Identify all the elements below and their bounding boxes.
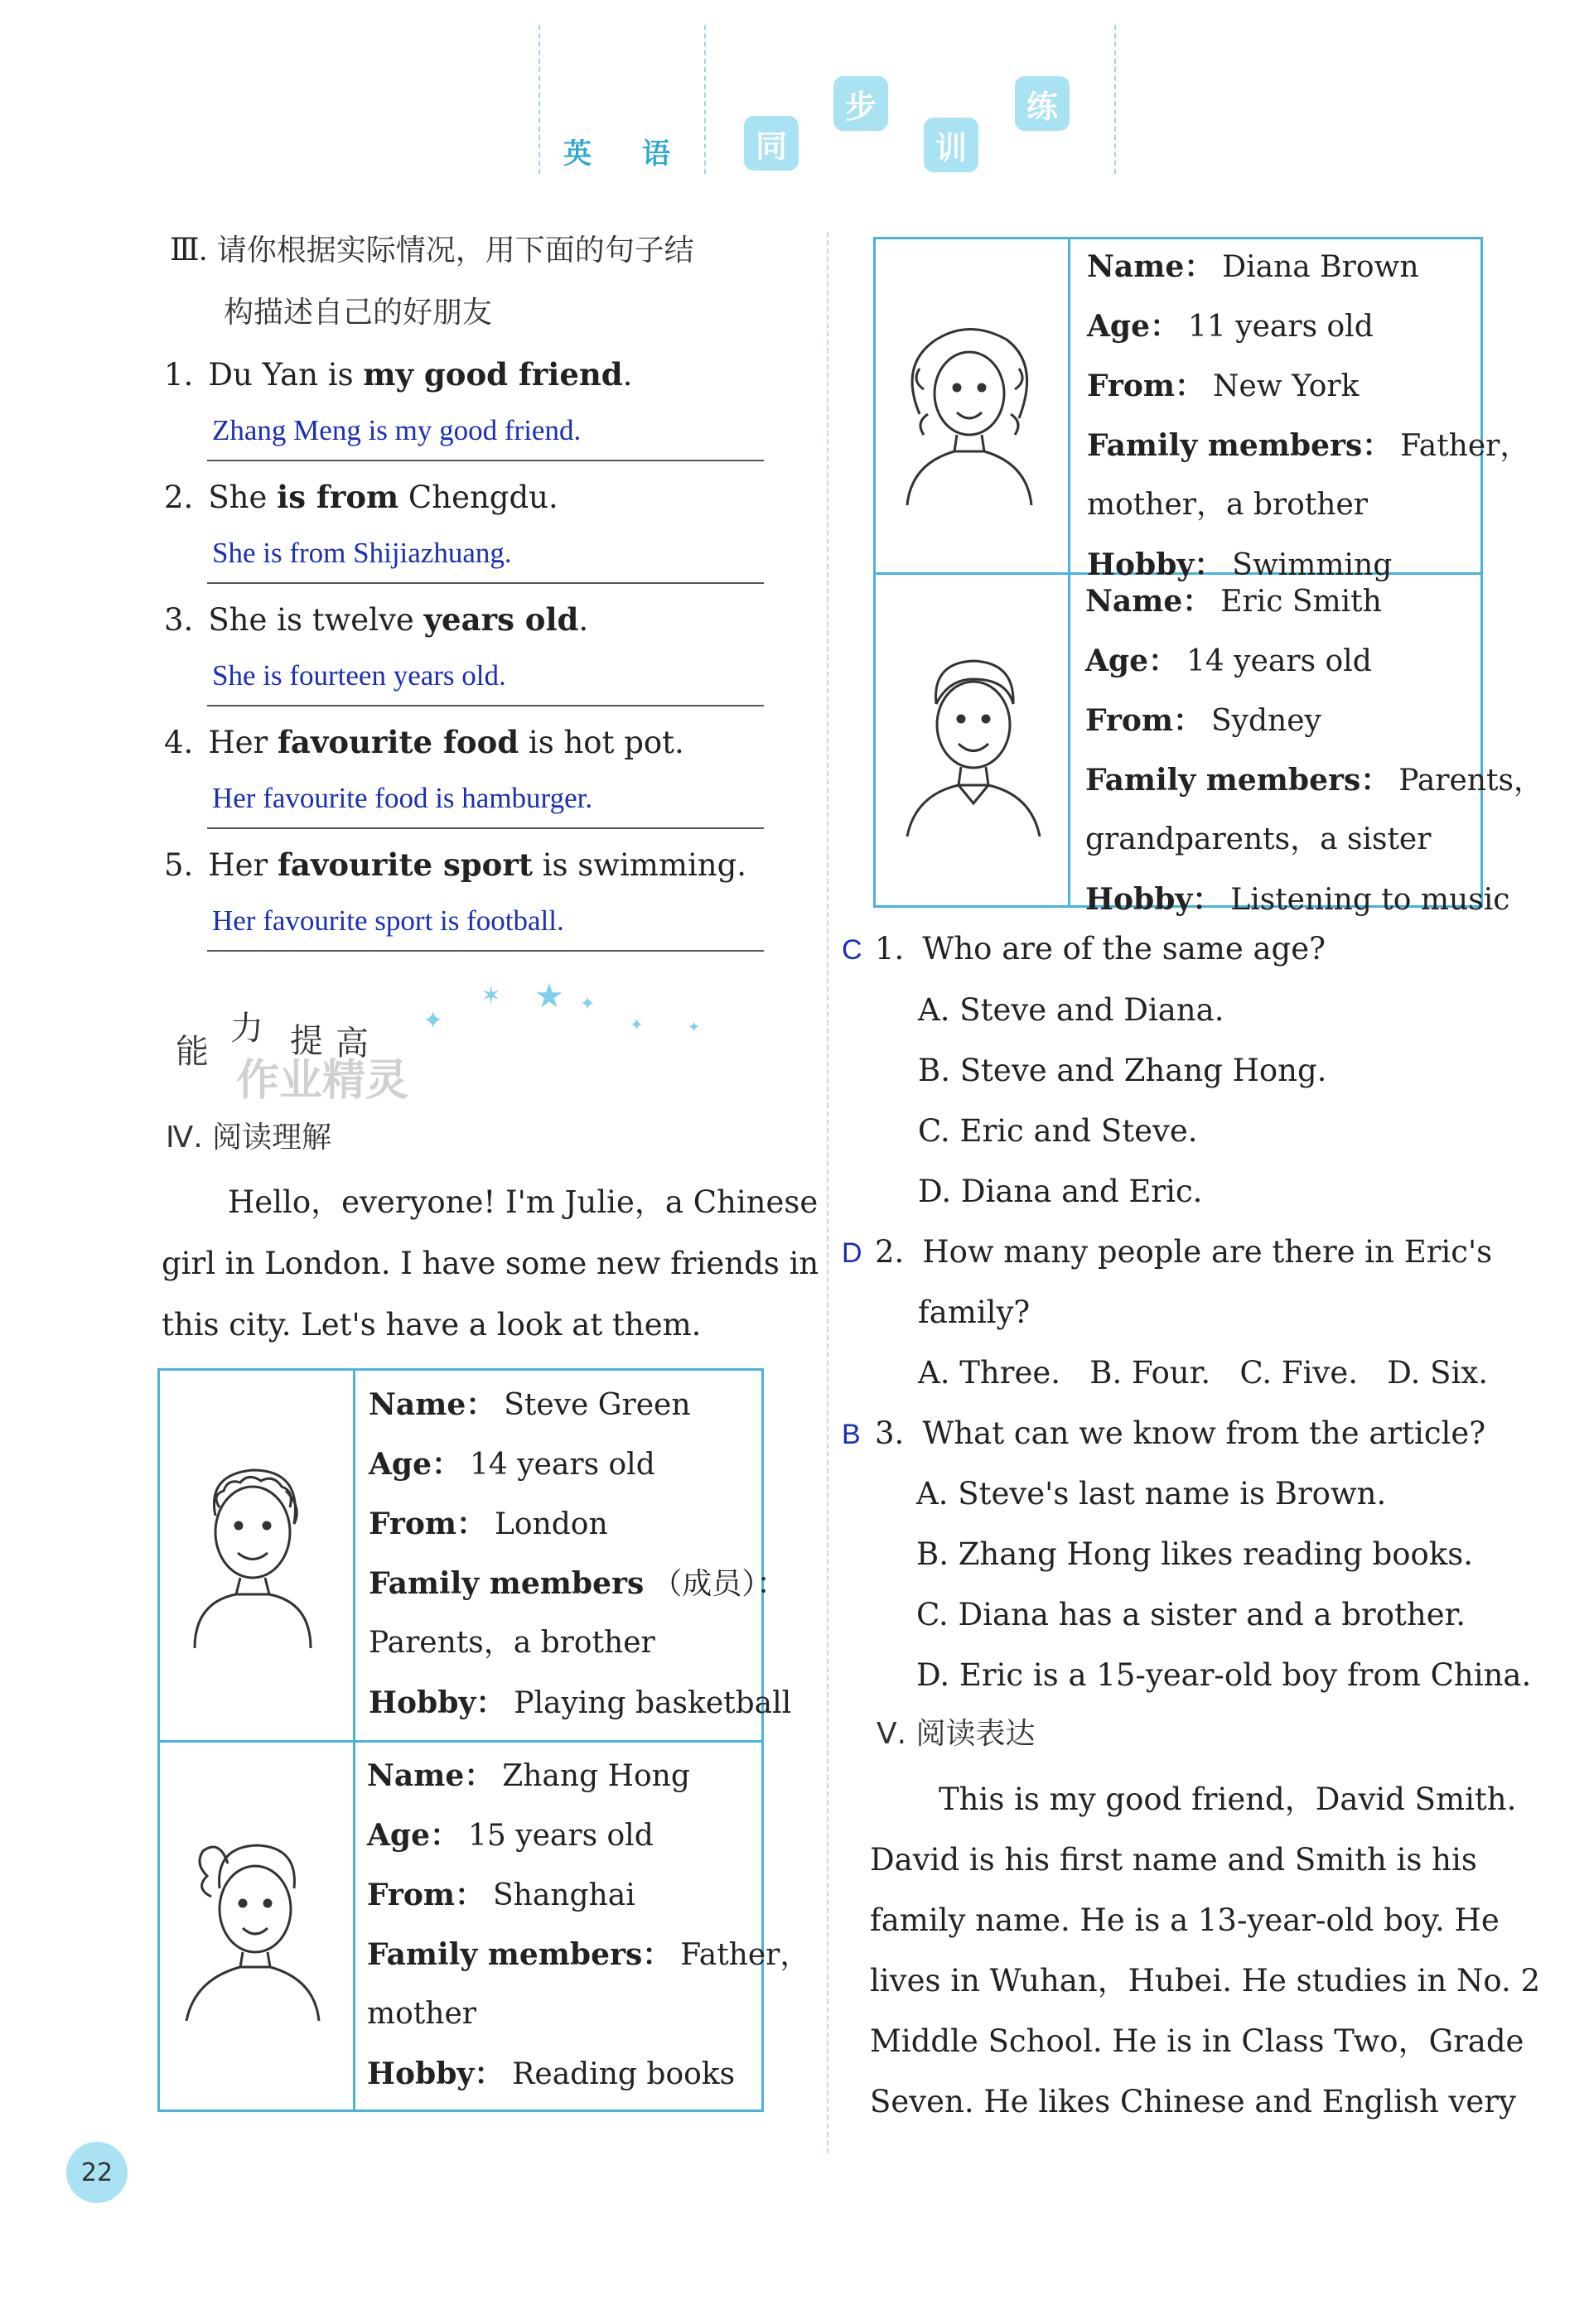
info-key: Age： (369, 1447, 462, 1482)
intro-line: girl in London. I have some new friends in (162, 1246, 819, 1281)
item-number: 3. (164, 602, 194, 638)
person-info-line (369, 1613, 655, 1673)
info-key: Hobby： (369, 1685, 506, 1720)
person-info-line (369, 1673, 791, 1733)
item-answer: Zhang Meng is my good friend. (212, 414, 582, 446)
question-text: How many people are there in Eric's (922, 1234, 1493, 1270)
option: D. Diana and Eric. (918, 1174, 1203, 1209)
paragraph-line: family name. He is a 13-year-old boy. He (870, 1902, 1500, 1938)
item-text: She is twelve (208, 602, 424, 638)
curly-hair-boy-portrait (170, 1458, 336, 1648)
item-keyword: favourite food (277, 724, 519, 760)
banner-char: 高 (336, 1025, 369, 1063)
info-key: From： (369, 1507, 486, 1541)
header-divider (539, 25, 540, 174)
answer-letter: B (842, 1419, 861, 1450)
option: C. Diana has a sister and a brother. (916, 1597, 1466, 1632)
star-icon: ✦ (580, 994, 596, 1015)
question-number: 1. (875, 931, 905, 967)
info-key: From： (1087, 369, 1205, 403)
info-key: Family members： (1085, 763, 1391, 798)
person-info-line (1085, 691, 1321, 751)
ponytail-girl-portrait (170, 1830, 336, 2021)
item-keyword: years old (423, 601, 579, 638)
paragraph-line: David is his first name and Smith is his (870, 1842, 1477, 1878)
info-value: Steve Green (504, 1388, 691, 1422)
header-badge: 练 (1015, 76, 1070, 131)
info-value: mother，a brother (1087, 488, 1368, 522)
header-divider (704, 25, 706, 174)
person-info-line (1085, 750, 1543, 811)
question-stem (875, 1234, 1492, 1270)
paragraph-line: This is my good friend，David Smith. (939, 1782, 1517, 1817)
item-number: 5. (164, 847, 194, 883)
item-keyword: favourite sport (277, 846, 533, 883)
item-keyword: my good friend (363, 356, 623, 393)
item-answer: Her favourite food is hamburger. (212, 782, 593, 814)
person-info-line (367, 1984, 476, 2044)
question-stem-cont: family? (918, 1295, 1031, 1330)
section3-item (164, 601, 588, 639)
paragraph-line: lives in Wuhan，Hubei. He studies in No. 2 (870, 1963, 1541, 1999)
option: C. Eric and Steve. (918, 1113, 1198, 1149)
info-value: 14 years old (470, 1448, 655, 1482)
star-icon: ★ (534, 977, 564, 1015)
item-text: . (622, 357, 633, 393)
intro-line: this city. Let's have a look at them. (162, 1307, 702, 1343)
person-info-line (1085, 571, 1382, 632)
info-key: Hobby： (1085, 882, 1223, 917)
info-value: mother (367, 1997, 476, 2031)
section3-item (164, 724, 684, 761)
info-value: New York (1213, 369, 1360, 403)
item-text: is hot pot. (519, 725, 684, 760)
info-value: Playing basketball (514, 1686, 792, 1720)
header-subject-char: 语 (642, 137, 670, 171)
option: A. Steve's last name is Brown. (916, 1476, 1387, 1512)
header-divider (1114, 25, 1116, 174)
item-text: Du Yan is (208, 357, 364, 393)
question-stem (875, 1415, 1485, 1452)
header-badge: 同 (744, 116, 799, 171)
person-info-line (1087, 475, 1368, 535)
info-value: Father， (680, 1938, 810, 1972)
item-text: Her (208, 725, 278, 760)
section3-title (170, 232, 694, 269)
info-value: Parents，a brother (369, 1626, 655, 1660)
options-inline: A. Three. B. Four. C. Five. D. Six. (918, 1355, 1488, 1391)
item-keyword: is from (277, 479, 399, 515)
person-info-line (369, 1494, 608, 1555)
section4-title: Ⅳ. 阅读理解 (166, 1121, 332, 1155)
person-info-line (1085, 631, 1372, 692)
question-number: 2. (875, 1234, 905, 1270)
person-info-line (1087, 237, 1419, 297)
section3-title-line2: 构描述自己的好朋友 (224, 296, 493, 330)
item-text: She (208, 480, 278, 515)
option: B. Zhang Hong likes reading books. (916, 1536, 1473, 1572)
answer-letter: C (842, 934, 862, 966)
banner-char: 力 (230, 1010, 263, 1048)
page-number: 22 (66, 2142, 128, 2203)
info-value: （成员）： (652, 1567, 787, 1601)
header-badge: 步 (833, 76, 888, 131)
person-info-line (1085, 810, 1431, 870)
answer-line (207, 705, 764, 706)
info-value: Listening to music (1230, 883, 1510, 917)
star-icon: ✦ (630, 1015, 644, 1034)
info-value: 14 years old (1186, 644, 1372, 678)
info-key: Name： (367, 1758, 495, 1793)
info-key: Name： (1085, 584, 1213, 619)
option: A. Steve and Diana. (918, 992, 1224, 1028)
info-value: Parents， (1398, 764, 1543, 798)
option: D. Eric is a 15-year-old boy from China. (916, 1657, 1532, 1693)
person-info-line (367, 1806, 654, 1866)
info-key: Age： (367, 1818, 461, 1853)
header-badge: 训 (924, 118, 978, 172)
person-info-line (1085, 870, 1509, 930)
section3-title-line1: 请你根据实际情况，用下面的句子结 (216, 234, 694, 268)
person-info-line (1087, 297, 1374, 357)
table-divider (160, 1740, 761, 1743)
info-value: Zhang Hong (502, 1759, 690, 1793)
curly-hair-girl-portrait (886, 315, 1052, 505)
person-info-line (369, 1375, 691, 1435)
section3-item (164, 846, 746, 884)
banner-char: 能 (176, 1033, 209, 1071)
item-answer: Her favourite sport is football. (212, 904, 564, 937)
star-icon: ✦ (423, 1006, 444, 1035)
info-key: Family members： (1087, 428, 1393, 463)
answer-line (207, 827, 764, 829)
item-number: 4. (164, 725, 194, 760)
info-key: Family members (369, 1566, 645, 1601)
item-text: Chengdu. (398, 480, 558, 515)
star-icon: ✶ (481, 981, 502, 1010)
info-value: 11 years old (1188, 310, 1374, 344)
answer-letter: D (842, 1237, 862, 1269)
short-hair-boy-portrait (891, 646, 1056, 837)
item-text: is swimming. (532, 847, 747, 883)
banner-char: 提 (290, 1022, 323, 1060)
info-key: Age： (1085, 644, 1179, 678)
section3-item (164, 479, 558, 516)
info-value: Sydney (1211, 704, 1321, 738)
person-info-line (1087, 416, 1529, 476)
info-value: Diana Brown (1222, 250, 1419, 284)
person-info-line (367, 1925, 809, 1985)
info-key: From： (367, 1878, 485, 1912)
person-info-line (369, 1554, 786, 1614)
section5-title: Ⅴ. 阅读表达 (877, 1717, 1036, 1751)
answer-line (207, 582, 764, 584)
info-key: Family members： (367, 1937, 673, 1972)
person-info-line (367, 1865, 635, 1926)
question-stem (875, 931, 1326, 967)
info-value: Father， (1400, 429, 1530, 463)
column-divider (827, 232, 828, 2153)
question-text: Who are of the same age? (922, 931, 1326, 967)
intro-line: Hello，everyone! I'm Julie，a Chinese (228, 1184, 819, 1220)
info-value: Swimming (1232, 548, 1393, 582)
item-number: 2. (164, 480, 194, 515)
item-answer: She is from Shijiazhuang. (212, 537, 512, 569)
person-info-line (369, 1434, 655, 1495)
option: B. Steve and Zhang Hong. (918, 1053, 1327, 1088)
paragraph-line: Middle School. He is in Class Two，Grade (870, 2023, 1524, 2059)
info-value: London (495, 1507, 608, 1541)
person-info-line (367, 1746, 690, 1806)
info-key: From： (1085, 703, 1203, 738)
info-key: Name： (1087, 249, 1215, 284)
item-answer: She is fourteen years old. (212, 659, 506, 692)
info-value: Reading books (512, 2057, 736, 2091)
info-value: Shanghai (493, 1878, 635, 1912)
info-key: Hobby： (367, 2056, 505, 2091)
info-value: grandparents，a sister (1085, 822, 1432, 856)
section3-item (164, 356, 632, 393)
info-value: 15 years old (468, 1819, 654, 1853)
question-text: What can we know from the article? (922, 1415, 1486, 1451)
info-key: Hobby： (1087, 547, 1224, 582)
item-text: . (578, 602, 589, 638)
header-subject-char: 英 (563, 137, 592, 171)
item-text: Her (208, 847, 278, 883)
section3-numeral: Ⅲ. (170, 234, 207, 268)
answer-line (207, 460, 764, 461)
info-key: Name： (369, 1387, 496, 1422)
watermark: 作业精灵 (236, 1056, 409, 1106)
paragraph-line: Seven. He likes Chinese and English very (870, 2084, 1516, 2119)
item-number: 1. (164, 357, 194, 393)
person-info-line (1087, 356, 1359, 417)
info-value: Eric Smith (1220, 585, 1382, 619)
answer-line (207, 950, 764, 952)
person-info-line (367, 2044, 735, 2105)
question-number: 3. (875, 1415, 905, 1451)
star-icon: ✦ (688, 1019, 701, 1036)
info-key: Age： (1087, 309, 1181, 344)
